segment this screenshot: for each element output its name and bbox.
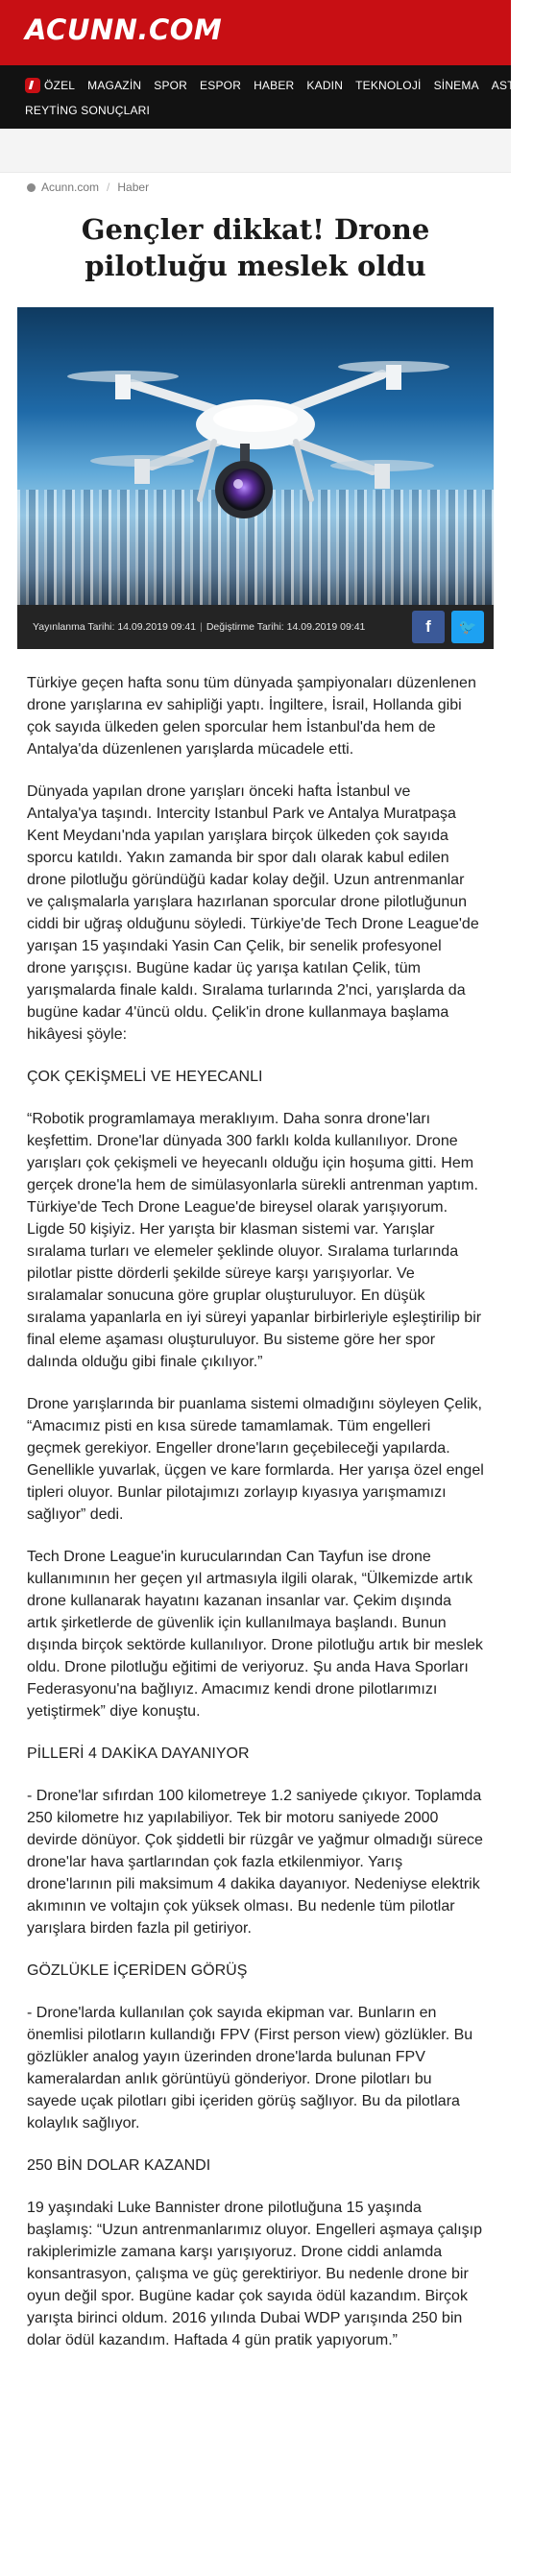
nav-row <box>25 71 557 100</box>
article-subheading: 250 BİN DOLAR KAZANDI <box>27 2157 211 2174</box>
nav-item-magazin[interactable]: MAGAZİN <box>87 79 142 92</box>
nav-item-kadin[interactable]: KADIN <box>306 79 344 92</box>
twitter-icon: 🐦 <box>458 619 477 636</box>
article-paragraph: Drone yarışlarında bir puanlama sistemi olmadığını söyleyen Çelik, “Amacımız pisti en kısa sürede tamamlamak. Tüm engelleri geçmek gerekiyor. Engeller drone'ların geçebileceği yapılarda. Genellikle yuvarlak, üçgen ve kare formlarda. Her yarışa özel engel tipleri oluyor. Bunlar pilotajımızı zorlayıp kıyasıya yarışmamızı sağlıyor” dedi. <box>27 1396 484 1523</box>
facebook-icon: f <box>425 617 431 636</box>
article-subheading: GÖZLÜKLE İÇERİDEN GÖRÜŞ <box>27 1962 248 1979</box>
article-paragraph: Tech Drone League'in kurucularından Can Tayfun ise drone kullanımının her geçen yıl artmasıyla ilgili olarak, “Ülkemizde artık drone kullanarak hayatını kazanan insanlar var. Çekim dışında artık şirketlerde de güvenlik için kullanılmaya başlandı. Bunun dışında birçok sektörde kullanılıyor. Drone pilotluğu artık bir meslek oldu. Drone pilotluğu eğitimi de veriyoruz. Şu anda Hava Sporları Federasyonu'na bağlıyız. Amacımız kendi drone pilotlarımızı yetiştirmek” diye konuştu. <box>27 1549 483 1720</box>
nav-item-reyting[interactable]: REYTİNG SONUÇLARI <box>25 104 151 117</box>
facebook-share-button[interactable] <box>412 611 445 643</box>
breadcrumb-section[interactable]: Haber <box>117 181 150 194</box>
breadcrumb-home[interactable]: Acunn.com <box>41 181 100 194</box>
article-title: Gençler dikkat! Drone pilotluğu meslek oldu <box>81 213 430 282</box>
nav-item-ozel[interactable] <box>25 78 75 93</box>
ozel-icon <box>25 78 40 93</box>
article-paragraph: Dünyada yapılan drone yarışları önceki hafta İstanbul ve Antalya'ya taşındı. Intercity Istanbul Park ve Antalya Muratpaşa Kent Meydanı'nda yapılan yarışlara birçok ülkeden çok sayıda sporcu katıldı. Yakın zamanda bir spor dalı olarak kabul edilen drone pilotluğu göründüğü kadar kolay değil. Uzun antrenmanlar ve çalışmalarla yarışlara hazırlanan sporcular drone pilotluğunun ciddi bir uğraş olduğunu söyledi. Türkiye'de Tech Drone League'de yarışan 15 yaşındaki Yasin Can Çelik, bir senelik profesyonel drone yarışçısı. Bugüne kadar üç yarışa katılan Çelik, tüm yarışmalarda finale kaldı. Sıralama turlarında 2'nci, yarışlarda da bugüne kadar 4'üncü oldu. Çelik'in drone kullanmaya başlama hikâyesi şöyle: <box>27 783 479 1043</box>
article-meta-bar <box>17 605 494 649</box>
main-nav <box>0 65 557 129</box>
nav-item-sinema[interactable]: SİNEMA <box>433 79 479 92</box>
site-header <box>0 0 511 65</box>
article-paragraph: - Drone'lar sıfırdan 100 kilometreye 1.2 saniyede çıkıyor. Toplamda 250 kilometre hız yapılabiliyor. Tek bir motoru saniyede 2000 devirde dönüyor. Çok şiddetli bir rüzgâr ve yağmur olmadığı sürece drone'lar hava şartlarından çok fazla etkilenmiyor. Yarış drone'larının pili maksimum 4 dakika dayanıyor. Nedeniyse elektrik akımının ve voltajın çok yüksek olması. Bu nedenle tüm pilotlar yarışlara birden fazla pil getiriyor. <box>27 1788 483 1937</box>
article-paragraph: - Drone'larda kullanılan çok sayıda ekipman var. Bunların en önemlisi pilotların kullandığı FPV (First person view) gözlükler. Bu gözlükler analog yayın üzerinden drone'larda bulunan FPV kameralardan anlık görüntüyü gönderiyor. Drone pilotları bu sayede uçak pilotları gibi içeriden görüş sağlıyor. Bu da pilotlara kolaylık sağlıyor. <box>27 2005 473 2131</box>
ad-spacer <box>0 129 511 173</box>
breadcrumb <box>0 173 511 202</box>
published-date: Yayınlanma Tarihi: 14.09.2019 09:41 <box>33 621 197 633</box>
home-icon <box>27 183 36 192</box>
article-paragraph: “Robotik programlamaya meraklıyım. Daha sonra drone'ları keşfettim. Drone'lar dünyada 300 farklı kolda kullanılıyor. Drone yarışları çok çekişmeli ve heyecanlı olduğu için hoşuma gitti. Hem gerçek drone'la hem de simülasyonlarla sürekli antrenman yaptım. Türkiye'de Tech Drone League'de bireysel olarak yarışıyorum. Ligde 50 kişiyiz. Her yarışta bir klasman sistemi var. Yarışlar sıralama turları ve elemeler şeklinde oluyor. Sıralama turlarında pilotlar pistte dörderli şekilde süreye karşı yarışıyorlar. Ve sıralamalar sonucuna göre gruplar oluşturuluyor. En düşük sıralama yapanlarla en iyi süreyi yapanlar birbirleriyle eşleştirilip bir final eleme aşaması oluşturuluyor. Bu sisteme göre her spor dalında olduğu gibi finale çıkılıyor.” <box>27 1111 482 1370</box>
modified-date: Değiştirme Tarihi: 14.09.2019 09:41 <box>206 621 366 633</box>
site-logo[interactable]: ACUNN.COM <box>25 13 223 46</box>
article-dates <box>33 621 365 633</box>
nav-row-2 <box>25 100 494 121</box>
nav-item-haber[interactable]: HABER <box>254 79 295 92</box>
nav-item-label: ÖZEL <box>44 79 76 92</box>
article-paragraph: Türkiye geçen hafta sonu tüm dünyada şampiyonaları düzenlenen drone yarışlarına ev sahipliği yaptı. İngiltere, İsrail, Hollanda gibi çok sayıda ülkeden gelen sporcular hem İstanbul'da hem de Antalya'da düzenlenen yarışlarda mücadele etti. <box>27 675 476 758</box>
nav-item-spor[interactable]: SPOR <box>154 79 188 92</box>
article-paragraph: 19 yaşındaki Luke Bannister drone pilotluğuna 15 yaşında başlamış: “Uzun antrenmanlarımız oluyor. Engelleri aşmaya çalışıp rakiplerimizle zamana karşı yarışıyoruz. Drone ciddi anlamda konsantrasyon, çalışma ve güç gerektiriyor. Bu nedenle drone bir oyun değil spor. Bugüne kadar çok sayıda ödül kazandım. Birçok yarışta birinci oldum. 2016 yılında Dubai WDP yarışında 250 bin dolar ödül kazandım. Haftada 4 gün pratik yapıyorum.” <box>27 2200 482 2348</box>
breadcrumb-separator: / <box>107 181 110 194</box>
article-hero-image <box>17 307 494 605</box>
drone-illustration <box>17 307 494 605</box>
nav-item-teknoloji[interactable]: TEKNOLOJİ <box>355 79 422 92</box>
nav-item-espor[interactable]: ESPOR <box>200 79 242 92</box>
meta-separator: | <box>200 621 203 633</box>
nav-item-astroloji[interactable]: ASTROLOJİ <box>491 79 557 92</box>
article-subheading: PİLLERİ 4 DAKİKA DAYANIYOR <box>27 1745 250 1762</box>
article-subheading: ÇOK ÇEKİŞMELİ VE HEYECANLI <box>27 1069 263 1085</box>
article-body <box>0 649 511 2400</box>
twitter-share-button[interactable] <box>451 611 484 643</box>
share-buttons <box>412 611 484 643</box>
